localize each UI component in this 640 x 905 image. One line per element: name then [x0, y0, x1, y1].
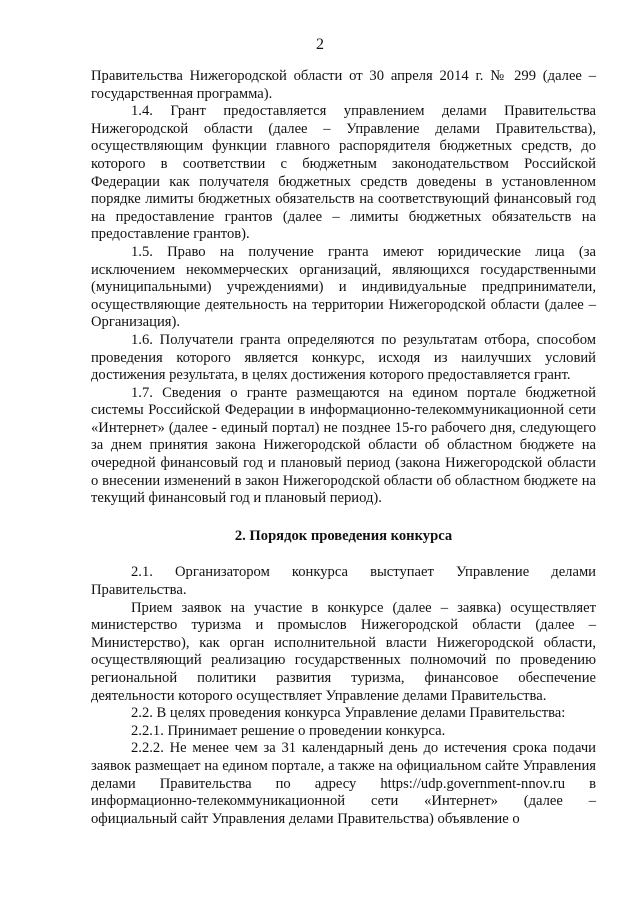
page-number: 2	[316, 36, 324, 53]
paragraph-2-1: 2.1. Организатором конкурса выступает Управление делами Правительства.	[91, 564, 596, 599]
paragraph: Правительства Нижегородской области от 30 апреля 2014 г. № 299 (далее – государственная программа).	[91, 68, 596, 102]
paragraph-2-2-2: 2.2.2. Не менее чем за 31 календарный день до истечения срока подачи заявок размещает на едином портале, а также на официальном сайте Управления делами Правительства по адресу https://udp.government-nnov.ru в информационно-телекоммуникационной сети «Интернет» (далее – официальный сайт Управления делами Правительства) объявление о	[91, 740, 596, 827]
paragraph-2-2-1: 2.2.1. Принимает решение о проведении конкурса.	[131, 722, 446, 739]
section-title: 2. Порядок проведения конкурса	[234, 527, 453, 544]
document-body	[91, 68, 596, 828]
paragraph-1-4: 1.4. Грант предоставляется управлением делами Правительства Нижегородской области (далее – Управление делами Правительства), осуществляющим функции главного распорядителя бюджетных средств, до которого в соответствии с бюджетным законодательством Российской Федерации как получателя бюджетных средств доведены в установленном порядке лимиты бюджетных обязательств на соответствующий финансовый год на предоставление грантов (далее – лимиты бюджетных обязательств на предоставление грантов).	[91, 103, 596, 243]
paragraph-2-2: 2.2. В целях проведения конкурса Управление делами Правительства:	[131, 705, 566, 722]
paragraphs-top	[91, 68, 596, 508]
paragraph-1-5: 1.5. Право на получение гранта имеют юридические лица (за исключением некоммерческих организаций, являющихся государственными (муниципальными) учреждениями) и индивидуальные предприниматели, осуществляющие деятельность на территории Нижегородской области (далее – Организация).	[91, 243, 596, 331]
paragraph-1-7: 1.7. Сведения о гранте размещаются на едином портале бюджетной системы Российской Федерации в информационно-телекоммуникационной сети «Интернет» (далее - единый портал) не позднее 15-го рабочего дня, следующего за днем принятия закона Нижегородской области об областном бюджете на очередной финансовый год и плановый период (закона Нижегородской области о внесении изменений в закон Нижегородской области об областном бюджете на текущий финансовый год и плановый период).	[91, 384, 596, 507]
paragraph-1-6: 1.6. Получатели гранта определяются по результатам отбора, способом проведения которого является конкурс, исходя из наилучших условий достижения результата, в целях достижения которого предоставляется грант.	[91, 331, 596, 384]
paragraph-applications: Прием заявок на участие в конкурсе (далее – заявка) осуществляет министерство туризма и промыслов Нижегородской области (далее – Министерство), как орган исполнительной власти Нижегородской области, осуществляющий реализацию государственных полномочий по проведению региональной политики развития туризма, финансовое обеспечение деятельности которого осуществляет Управление делами Правительства.	[91, 599, 596, 704]
paragraphs-bottom	[91, 564, 596, 828]
